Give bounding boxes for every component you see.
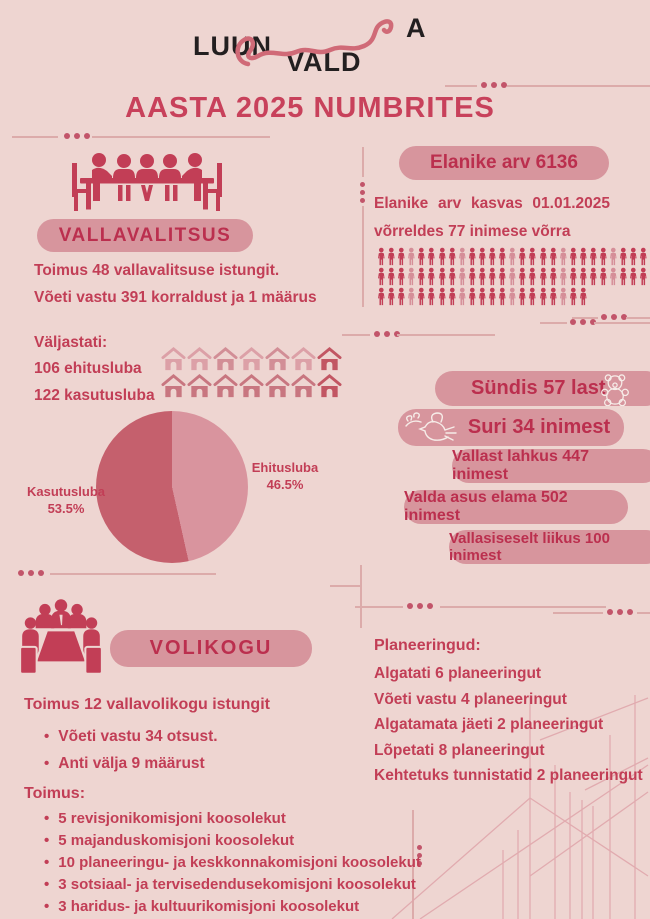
person-icon	[539, 247, 548, 266]
person-icon	[579, 287, 588, 306]
person-icon	[458, 267, 467, 286]
toimus-heading: Toimus:	[24, 785, 86, 802]
person-icon	[417, 247, 426, 266]
births-label: Sündis 57 last	[471, 377, 606, 399]
volikogu-line1: Toimus 12 vallavolikogu istungit	[24, 696, 270, 713]
vallavalitsus-line1: Toimus 48 vallavalitsuse istungit.	[34, 262, 280, 279]
list-item: • 3 sotsiaal- ja tervisedendusekomisjoni koosolekut	[44, 874, 421, 896]
person-icon	[528, 247, 537, 266]
river-squiggle-icon	[232, 6, 422, 70]
person-icon	[468, 247, 477, 266]
house-icon	[213, 347, 238, 372]
person-icon	[438, 267, 447, 286]
person-icon	[629, 267, 638, 286]
person-icon	[427, 267, 436, 286]
list-item: Kehtetuks tunnistatid 2 planeeringut	[374, 767, 643, 784]
person-icon	[397, 247, 406, 266]
person-icon	[417, 287, 426, 306]
house-icon	[161, 347, 186, 372]
person-icon	[387, 267, 396, 286]
person-icon	[387, 287, 396, 306]
person-icon	[498, 247, 507, 266]
person-icon	[518, 247, 527, 266]
person-icon	[407, 247, 416, 266]
list-item: • 5 revisjonikomisjoni koosolekut	[44, 808, 421, 830]
list-item: Algatamata jäeti 2 planeeringut	[374, 716, 604, 733]
house-icon	[187, 374, 212, 399]
logo-word-vald: VALD	[286, 47, 362, 77]
person-icon	[609, 247, 618, 266]
person-icon	[438, 247, 447, 266]
list-item: Võeti vastu 4 planeeringut	[374, 690, 567, 708]
person-icon	[407, 287, 416, 306]
population-line1: Elanike arv kasvas 01.01.2025	[374, 195, 610, 212]
moved-in-pill	[404, 490, 628, 524]
person-icon	[377, 267, 386, 286]
person-icon	[397, 287, 406, 306]
house-icon	[213, 374, 238, 399]
population-line2: võrreldes 77 inimese võrra	[374, 223, 571, 240]
moved-in-label: Valda asus elama 502 inimest	[404, 489, 568, 524]
list-item: • 3 haridus- ja kultuurikomisjoni koosolekut	[44, 896, 421, 918]
moved-away-label: Vallast lahkus 447 inimest	[452, 448, 589, 483]
pie-label-kasutusluba: Kasutusluba 53.5%	[26, 484, 105, 516]
person-icon	[589, 247, 598, 266]
valjastati-item1: 106 ehitusluba	[34, 360, 142, 377]
volikogu-badge: VOLIKOGU	[110, 630, 312, 667]
moved-within-pill	[449, 530, 650, 564]
planeeringud-heading: Planeeringud:	[374, 637, 481, 654]
person-icon	[508, 287, 517, 306]
moved-away-pill	[452, 449, 650, 483]
person-icon	[549, 267, 558, 286]
person-icon	[407, 267, 416, 286]
person-icon	[387, 247, 396, 266]
valjastati-item2: 122 kasutusluba	[34, 387, 155, 404]
vallavalitsus-badge: VALLAVALITSUS	[37, 219, 253, 252]
logo-word-a: A	[406, 13, 427, 43]
person-icon	[549, 247, 558, 266]
person-icon	[377, 287, 386, 306]
person-icon	[488, 267, 497, 286]
person-icon	[539, 287, 548, 306]
person-icon	[458, 247, 467, 266]
person-icon	[438, 287, 447, 306]
person-icon	[539, 267, 548, 286]
person-icon	[468, 267, 477, 286]
person-icon	[579, 267, 588, 286]
person-icon	[609, 267, 618, 286]
person-icon	[579, 247, 588, 266]
list-item: • 10 planeeringu- ja keskkonnakomisjoni koosolekut	[44, 852, 421, 874]
list-item: Algatati 6 planeeringut	[374, 665, 542, 682]
teddy-bear-icon	[599, 373, 631, 406]
person-icon	[619, 247, 628, 266]
person-icon	[498, 267, 507, 286]
person-icon	[468, 287, 477, 306]
person-icon	[448, 267, 457, 286]
person-icon	[559, 267, 568, 286]
person-icon	[629, 247, 638, 266]
deaths-label: Suri 34 inimest	[467, 416, 611, 438]
houses-pictograph	[161, 347, 342, 401]
person-icon	[448, 247, 457, 266]
house-icon	[239, 347, 264, 372]
person-icon	[488, 247, 497, 266]
page-title: AASTA 2025 NUMBRITES	[125, 92, 495, 124]
person-icon	[518, 287, 527, 306]
person-icon	[599, 247, 608, 266]
person-icon	[569, 247, 578, 266]
person-icon	[448, 287, 457, 306]
committee-list	[44, 808, 421, 918]
person-icon	[549, 287, 558, 306]
person-icon	[478, 247, 487, 266]
person-icon	[508, 267, 517, 286]
person-icon	[518, 267, 527, 286]
list-item: Lõpetati 8 planeeringut	[374, 741, 545, 759]
round-table-meeting-icon	[17, 597, 105, 675]
volikogu-bullets	[44, 723, 218, 777]
person-icon	[569, 267, 578, 286]
births-pill	[435, 371, 650, 406]
person-icon	[377, 247, 386, 266]
person-icon	[417, 267, 426, 286]
house-icon	[291, 347, 316, 372]
person-icon	[639, 247, 648, 266]
person-icon	[559, 247, 568, 266]
house-icon	[161, 374, 186, 399]
list-item: • 5 majanduskomisjoni koosolekut	[44, 830, 421, 852]
house-icon	[317, 347, 342, 372]
dove-icon	[400, 410, 458, 446]
person-icon	[528, 287, 537, 306]
valjastati-heading: Väljastati:	[34, 334, 108, 351]
person-icon	[427, 247, 436, 266]
person-icon	[427, 287, 436, 306]
moved-within-label: Vallasiseselt liikus 100 inimest	[449, 530, 610, 564]
person-icon	[478, 287, 487, 306]
person-icon	[478, 267, 487, 286]
population-pictograph	[377, 247, 650, 307]
person-icon	[488, 287, 497, 306]
population-text	[374, 190, 610, 246]
list-item: • Anti välja 9 määrust	[44, 750, 218, 777]
house-icon	[265, 347, 290, 372]
person-icon	[599, 267, 608, 286]
pie-label-ehitusluba: Ehitusluba 46.5%	[251, 460, 319, 492]
person-icon	[397, 267, 406, 286]
council-meeting-icon	[66, 145, 228, 217]
person-icon	[619, 267, 628, 286]
house-icon	[239, 374, 264, 399]
list-item: • Võeti vastu 34 otsust.	[44, 723, 218, 750]
logo-word-luun: LUUN	[193, 31, 272, 61]
person-icon	[458, 287, 467, 306]
house-icon	[317, 374, 342, 399]
deaths-pill	[398, 409, 624, 446]
person-icon	[498, 287, 507, 306]
population-badge: Elanike arv 6136	[399, 146, 609, 180]
person-icon	[508, 247, 517, 266]
person-icon	[528, 267, 537, 286]
person-icon	[589, 267, 598, 286]
house-icon	[265, 374, 290, 399]
person-icon	[639, 267, 648, 286]
vallavalitsus-line2: Võeti vastu 391 korraldust ja 1 määrus	[34, 289, 317, 306]
person-icon	[569, 287, 578, 306]
planeeringud-list	[374, 661, 643, 789]
house-icon	[187, 347, 212, 372]
house-icon	[291, 374, 316, 399]
person-icon	[559, 287, 568, 306]
